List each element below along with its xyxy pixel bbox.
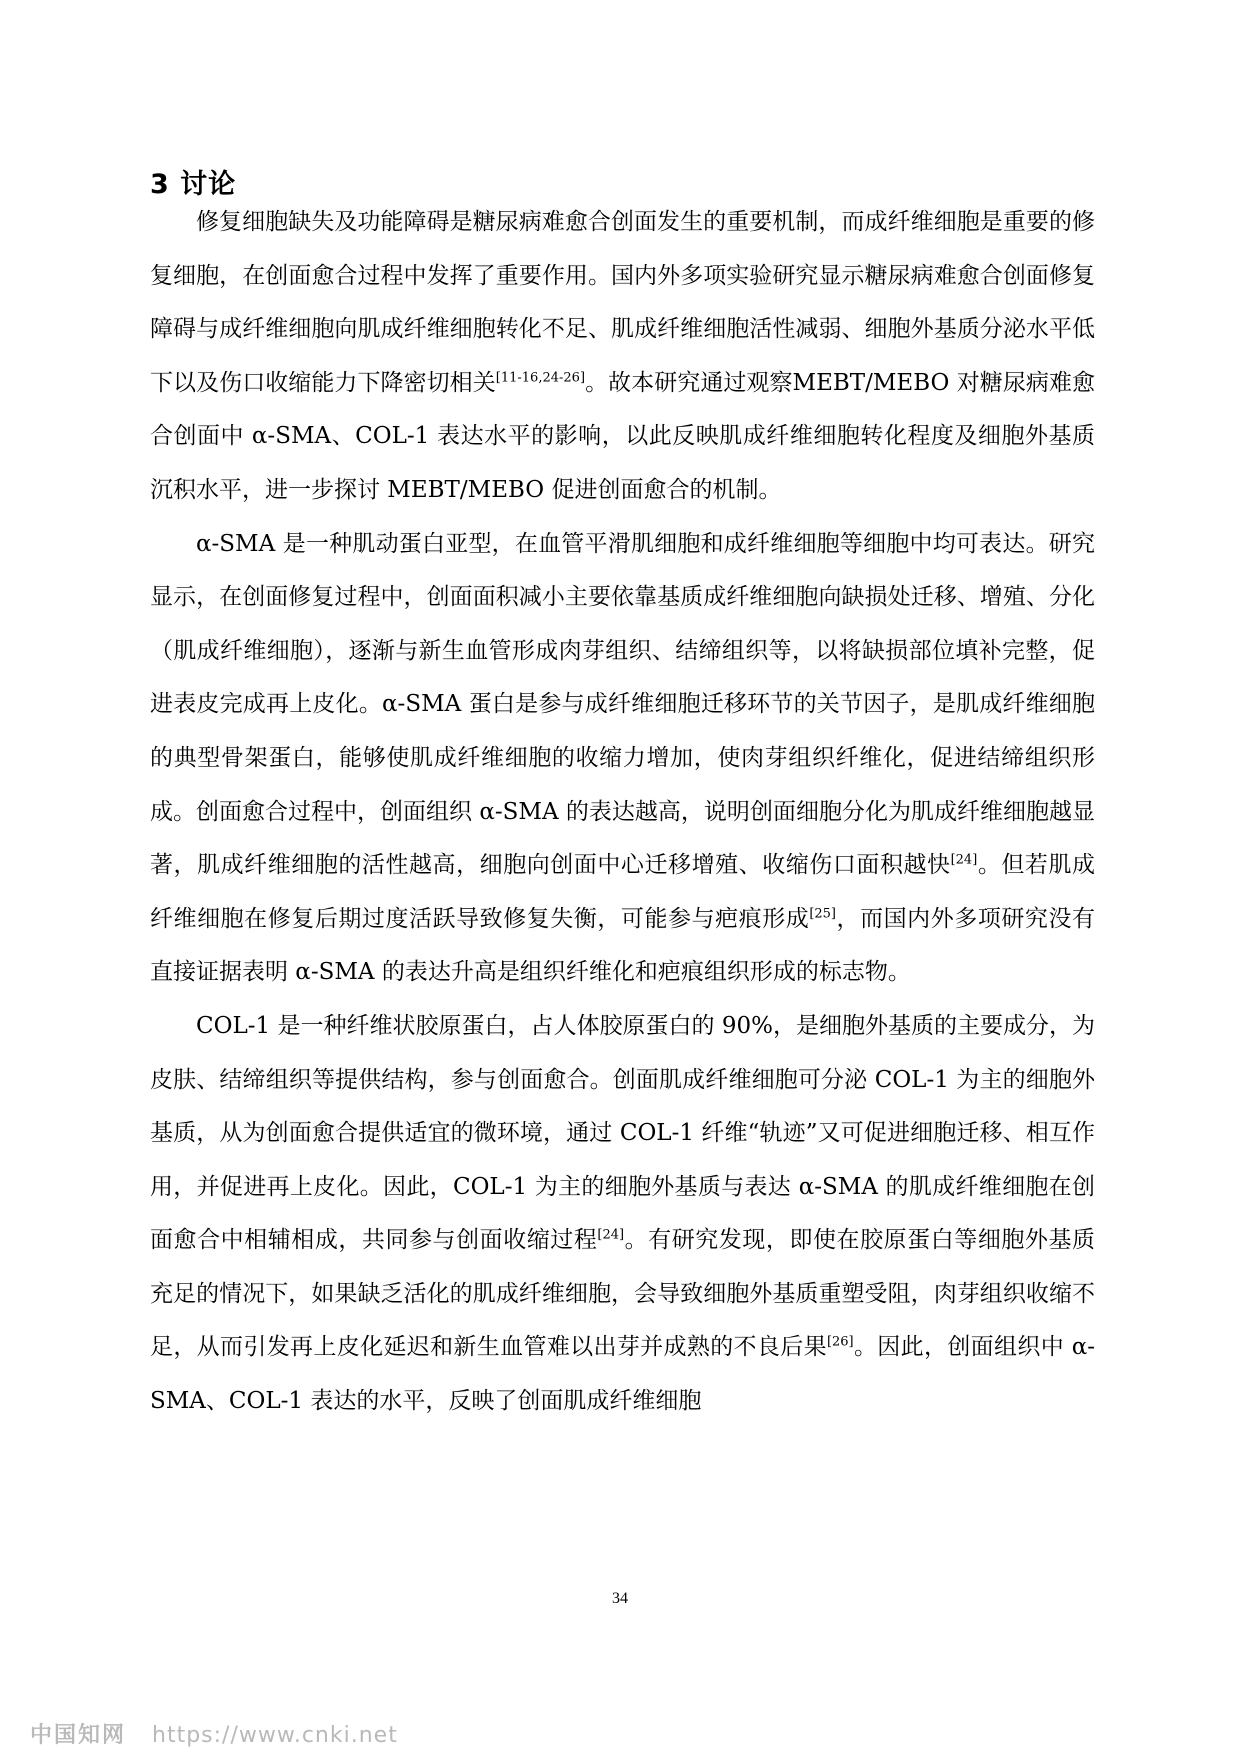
paragraph-2-text-cont: 。但若肌成纤维细胞在修复后期过度活跃导致修复失衡，可能参与疤痕形成 [150, 852, 1096, 932]
paragraph-3 [150, 1000, 1095, 1429]
paragraph-3-text-end: 。因此，创面组织中 α-SMA、COL-1 表达的水平，反映了创面肌成纤维细胞 [150, 1334, 1096, 1415]
paragraph-2 [150, 518, 1095, 1000]
body-text [150, 196, 1095, 1429]
paragraph-3-text-cont: 。有研究发现，即使在胶原蛋白等细胞外基质充足的情况下，如果缺乏活化的肌成纤维细胞，会导致细胞外基质重塑受阻，肉芽组织收缩不足，从而引发再上皮化延迟和新生血管难以出芽并成熟的不良后果 [150, 1227, 1096, 1361]
citation: [26] [826, 1334, 854, 1350]
paragraph-2-text: α-SMA 是一种肌动蛋白亚型，在血管平滑肌细胞和成纤维细胞等细胞中均可表达。研究显示，在创面修复过程中，创面面积减小主要依靠基质成纤维细胞向缺损处迁移、增殖、分化（肌成纤维细胞），逐渐与新生血管形成肉芽组织、结缔组织等，以将缺损部位填补完整，促进表皮完成再上皮化。α-SMA 蛋白是参与成纤维细胞迁移环节的关节因子，是肌成纤维细胞的典型骨架蛋白，能够使肌成纤维细胞的收缩力增加，使肉芽组织纤维化，促进结缔组织形成。创面愈合过程中，创面组织 α-SMA 的表达越高，说明创面细胞分化为肌成纤维细胞越显著，肌成纤维细胞的活性越高，细胞向创面中心迁移增殖、收缩伤口面积越快 [150, 530, 1095, 879]
paragraph-1-text: 修复细胞缺失及功能障碍是糖尿病难愈合创面发生的重要机制，而成纤维细胞是重要的修复细胞，在创面愈合过程中发挥了重要作用。国内外多项实验研究显示糖尿病难愈合创面修复障碍与成纤维细胞向肌成纤维细胞转化不足、肌成纤维细胞活性减弱、细胞外基质分泌水平低下以及伤口收缩能力下降密切相关 [150, 209, 1095, 396]
page-number: 34 [612, 1590, 628, 1607]
citation: [24] [597, 1227, 625, 1243]
citation: [25] [809, 906, 836, 922]
watermark-brand: 中国知网 [30, 1723, 127, 1748]
citation: [11-16,24-26] [495, 370, 586, 386]
section-heading: 3 讨论 [150, 169, 237, 200]
paragraph-3-text: COL-1 是一种纤维状胶原蛋白，占人体胶原蛋白的 90%，是细胞外基质的主要成分，为皮肤、结缔组织等提供结构，参与创面愈合。创面肌成纤维细胞可分泌 COL-1 为主的细胞外基质，从为创面愈合提供适宜的微环境，通过 COL-1 纤维“轨迹”又可促进细胞迁移、相互作用，并促进再上皮化。因此，COL-1 为主的细胞外基质与表达 α-SMA 的肌成纤维细胞在创面愈合中相辅相成，共同参与创面收缩过程 [150, 1012, 1095, 1254]
citation: [24] [950, 852, 978, 868]
paragraph-2-text-end: ，而国内外多项研究没有直接证据表明 α-SMA 的表达升高是组织纤维化和疤痕组织形成的标志物。 [150, 905, 1096, 986]
cnki-watermark [30, 1718, 398, 1749]
paragraph-1-text-cont: 。故本研究通过观察MEBT/MEBO 对糖尿病难愈合创面中 α-SMA、COL-1 表达水平的影响，以此反映肌成纤维细胞转化程度及细胞外基质沉积水平，进一步探讨 MEBT/MEBO 促进创面愈合的机制。 [150, 369, 1096, 503]
paragraph-1 [150, 196, 1095, 518]
watermark-url: https://www.cnki.net [152, 1723, 398, 1748]
